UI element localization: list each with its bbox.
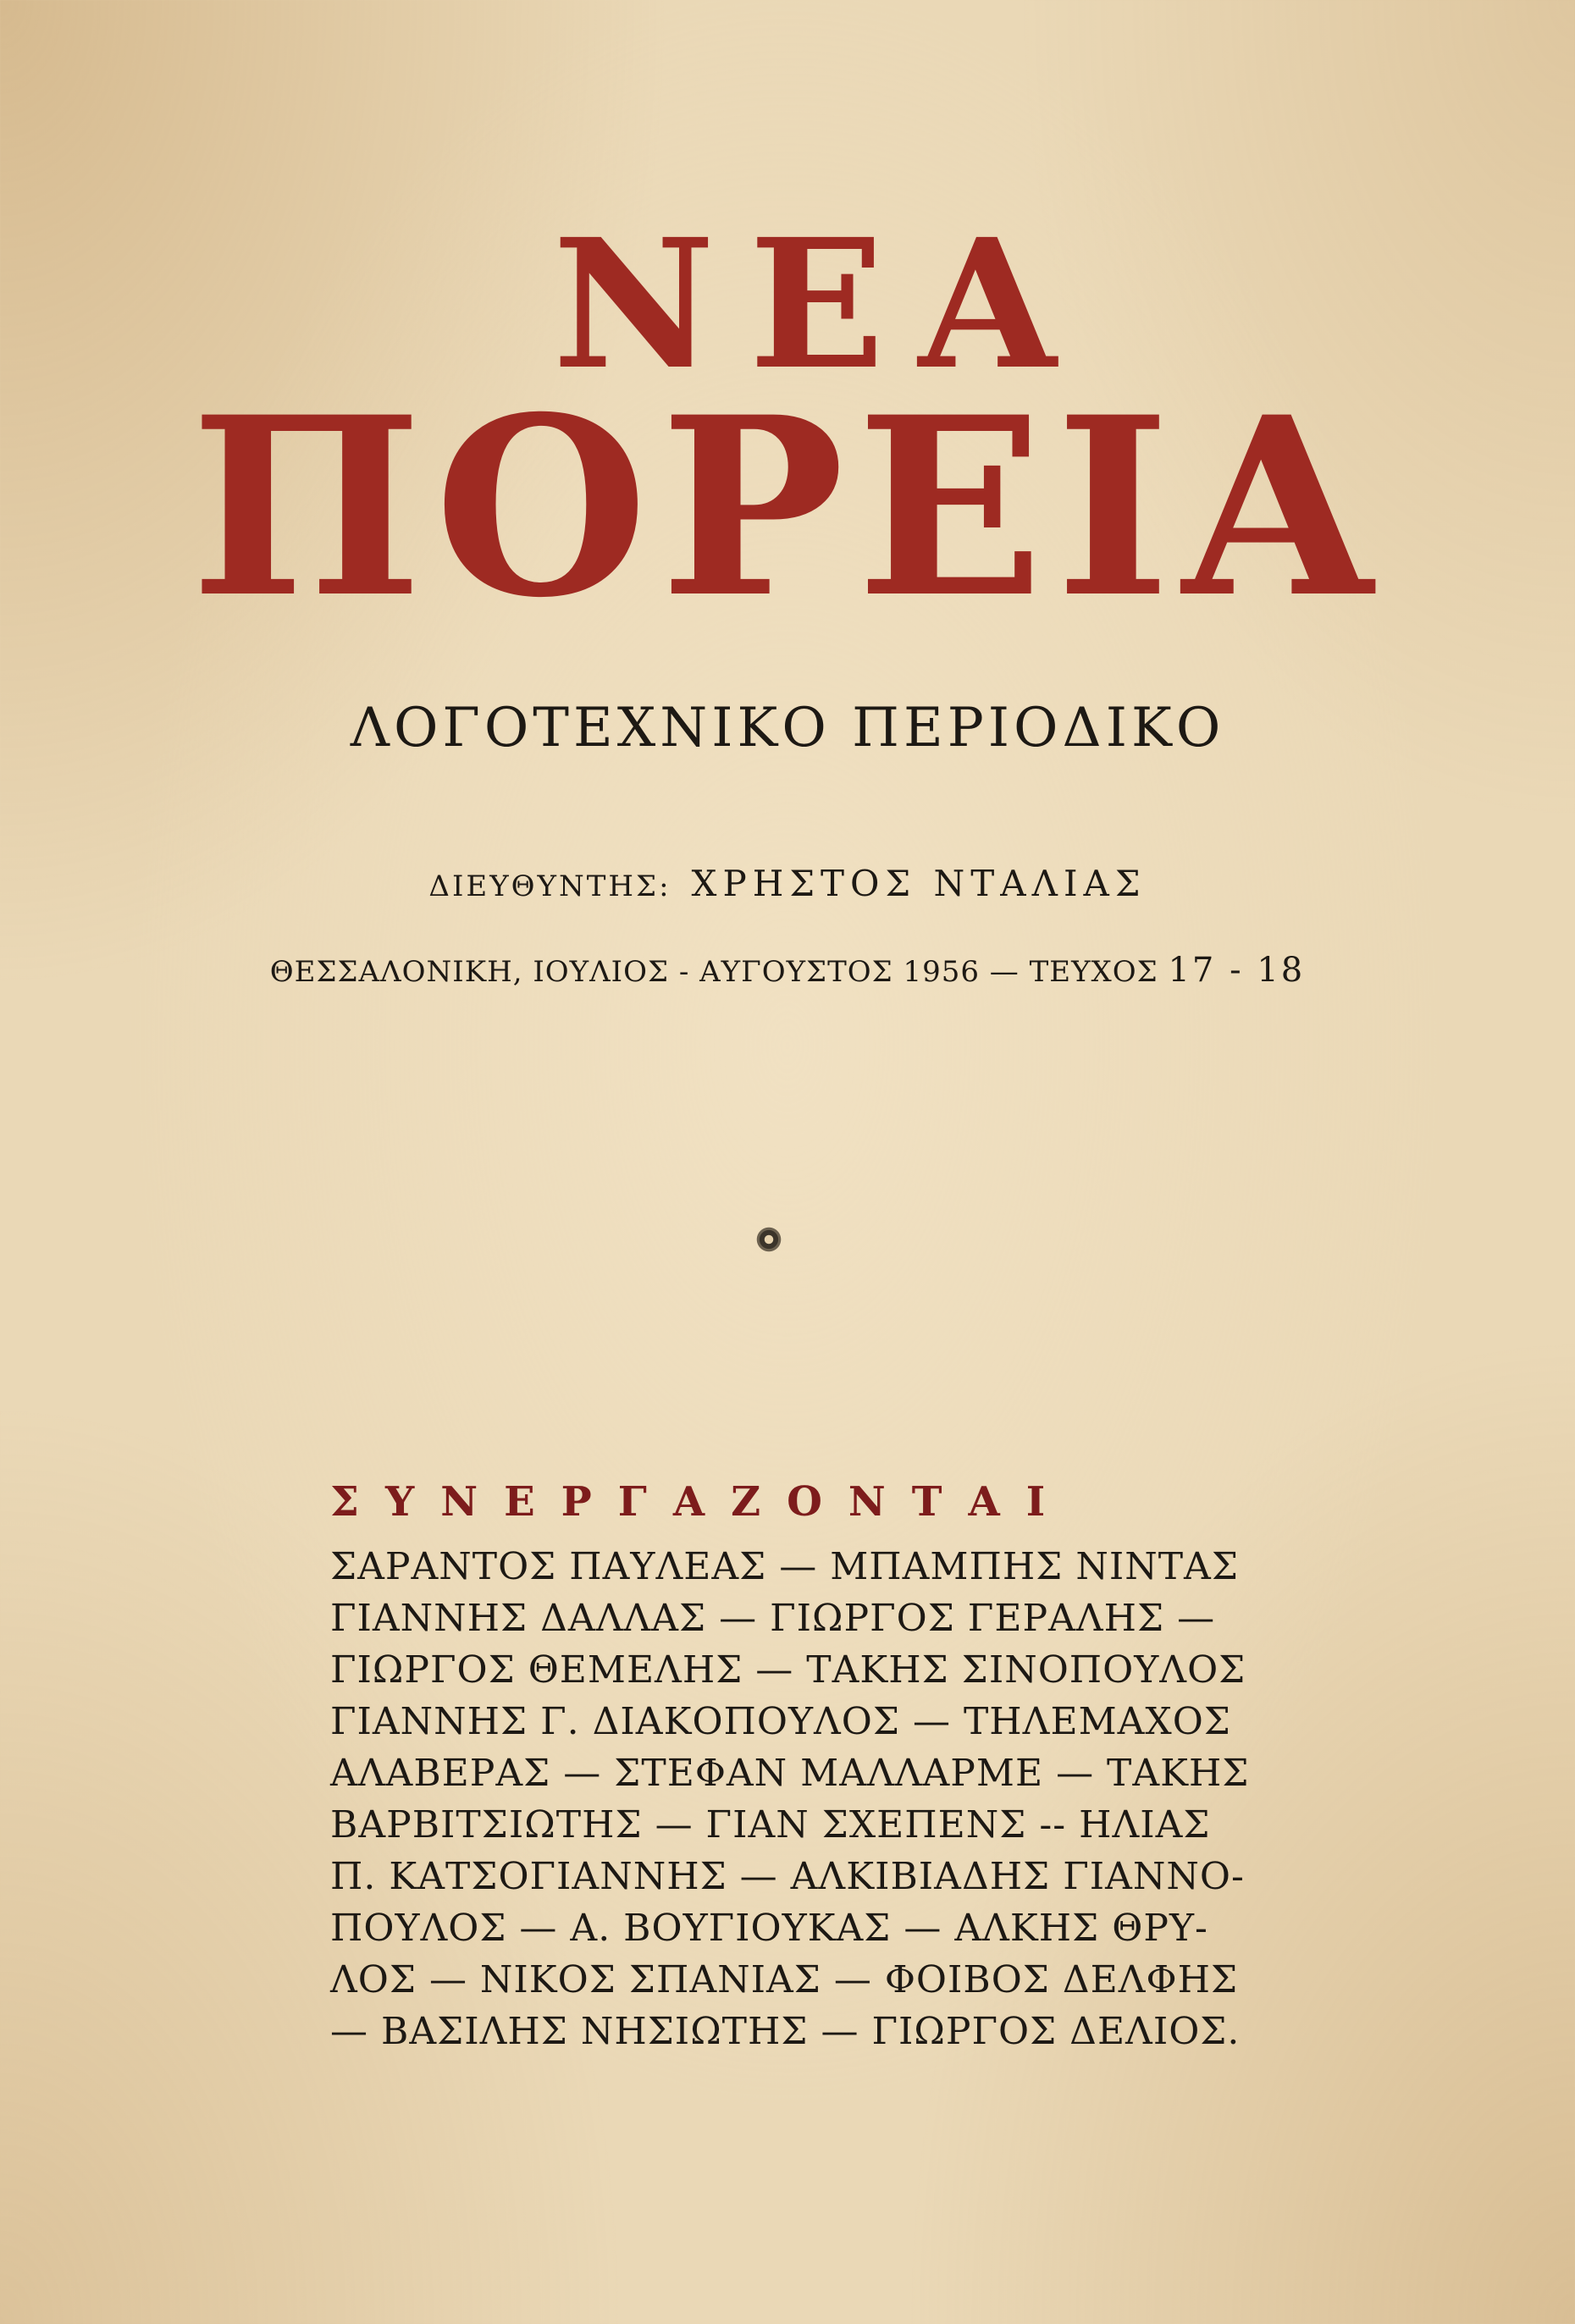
collaborator-line: ΑΛΑΒΕΡΑΣ — ΣΤΕΦΑΝ ΜΑΛΛΑΡΜΕ — ΤΑΚΗΣ xyxy=(330,1752,1250,1795)
ornament-icon xyxy=(755,1226,782,1253)
collaborators-heading: ΣΥΝΕΡΓΑΖΟΝΤΑΙ xyxy=(330,1478,1072,1526)
director-label: ΔΙΕΥΘΥΝΤΗΣ: xyxy=(428,869,671,903)
issue-place-date: ΘΕΣΣΑΛΟΝΙΚΗ, ΙΟΥΛΙΟΣ - ΑΥΓΟΥΣΤΟΣ 1956 — ΤΕΥΧΟΣ xyxy=(269,955,1158,989)
collaborator-line: ΛΟΣ — ΝΙΚΟΣ ΣΠΑΝΙΑΣ — ΦΟΙΒΟΣ ΔΕΛΦΗΣ xyxy=(330,1958,1239,2001)
collaborator-line: ΓΙΑΝΝΗΣ Γ. ΔΙΑΚΟΠΟΥΛΟΣ — ΤΗΛΕΜΑΧΟΣ xyxy=(330,1700,1231,1743)
collaborator-line: ΓΙΑΝΝΗΣ ΔΑΛΛΑΣ — ΓΙΩΡΓΟΣ ΓΕΡΑΛΗΣ — xyxy=(330,1597,1216,1640)
director-credit xyxy=(0,864,1575,907)
director-name: ΧΡΗΣΤΟΣ ΝΤΑΛΙΑΣ xyxy=(691,863,1147,904)
collaborator-line: ΓΙΩΡΓΟΣ ΘΕΜΕΛΗΣ — ΤΑΚΗΣ ΣΙΝΟΠΟΥΛΟΣ xyxy=(330,1648,1246,1692)
collaborators-list xyxy=(330,1541,1250,2057)
collaborator-line: — ΒΑΣΙΛΗΣ ΝΗΣΙΩΤΗΣ — ΓΙΩΡΓΟΣ ΔΕΛΙΟΣ. xyxy=(330,2010,1241,2053)
masthead-title-line2: ΠΟΡΕΙΑ xyxy=(190,364,1385,652)
issue-number: 17 - 18 xyxy=(1168,951,1306,990)
issue-info xyxy=(0,952,1575,990)
collaborator-line: Π. ΚΑΤΣΟΓΙΑΝΝΗΣ — ΑΛΚΙΒΙΑΔΗΣ ΓΙΑΝΝΟ- xyxy=(330,1855,1245,1898)
collaborator-line: ΠΟΥΛΟΣ — Α. ΒΟΥΓΙΟΥΚΑΣ — ΑΛΚΗΣ ΘΡΥ- xyxy=(330,1907,1208,1950)
collaborator-line: ΒΑΡΒΙΤΣΙΩΤΗΣ — ΓΙΑΝ ΣΧΕΠΕΝΣ -- ΗΛΙΑΣ xyxy=(330,1803,1211,1847)
collaborator-line: ΣΑΡΑΝΤΟΣ ΠΑΥΛΕΑΣ — ΜΠΑΜΠΗΣ ΝΙΝΤΑΣ xyxy=(330,1545,1239,1588)
magazine-subtitle: ΛΟΓΟΤΕΧΝΙΚΟ ΠΕΡΙΟΔΙΚΟ xyxy=(350,697,1225,759)
masthead-title-line1: ΝΕΑ xyxy=(552,200,1091,409)
